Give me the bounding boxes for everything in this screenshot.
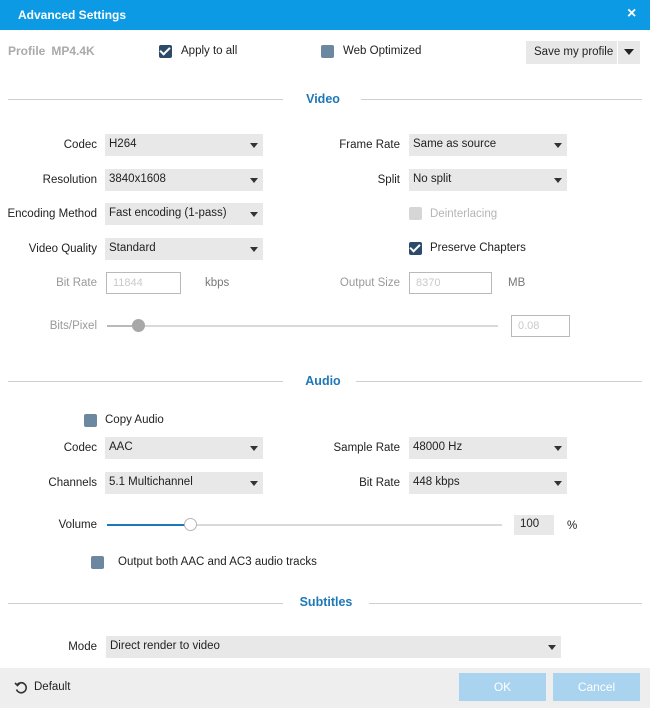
volume-slider-fill bbox=[107, 524, 191, 526]
chevron-down-icon bbox=[554, 481, 562, 486]
sample-rate-value: 48000 Hz bbox=[413, 441, 463, 453]
volume-label: Volume bbox=[58, 519, 97, 531]
encoding-method-select[interactable] bbox=[105, 203, 263, 225]
chevron-down-icon bbox=[554, 446, 562, 451]
audio-bit-rate-label: Bit Rate bbox=[359, 477, 400, 489]
output-size-label: Output Size bbox=[339, 277, 400, 289]
output-both-label: Output both AAC and AC3 audio tracks bbox=[118, 556, 317, 568]
window-title: Advanced Settings bbox=[18, 8, 127, 22]
encoding-method-label: Encoding Method bbox=[7, 208, 97, 220]
section-divider bbox=[8, 99, 283, 100]
video-codec-select[interactable] bbox=[105, 134, 263, 156]
bits-pixel-slider-handle[interactable] bbox=[132, 319, 145, 332]
deinterlacing-checkbox bbox=[409, 207, 422, 220]
web-optimized-checkbox[interactable] bbox=[321, 45, 334, 58]
bits-pixel-slider-track[interactable] bbox=[107, 325, 498, 327]
close-icon[interactable]: × bbox=[627, 5, 637, 22]
audio-section-title: Audio bbox=[305, 374, 341, 388]
bit-rate-unit: kbps bbox=[205, 277, 230, 289]
chevron-down-icon bbox=[548, 645, 556, 650]
chevron-down-icon bbox=[250, 247, 258, 252]
video-codec-value: H264 bbox=[109, 138, 137, 150]
bit-rate-input bbox=[106, 272, 181, 294]
chevron-down-icon bbox=[250, 143, 258, 148]
output-both-checkbox[interactable] bbox=[91, 556, 104, 569]
copy-audio-label: Copy Audio bbox=[105, 414, 164, 426]
audio-codec-select[interactable] bbox=[105, 437, 263, 459]
ok-button[interactable]: OK bbox=[459, 673, 546, 701]
output-size-value: 8370 bbox=[416, 277, 441, 289]
default-label: Default bbox=[34, 681, 71, 693]
volume-value: 100 bbox=[520, 518, 540, 530]
button-divider bbox=[617, 41, 618, 64]
chevron-down-icon bbox=[554, 143, 562, 148]
cancel-button[interactable]: Cancel bbox=[553, 673, 640, 701]
default-button[interactable] bbox=[14, 679, 94, 699]
frame-rate-select[interactable] bbox=[409, 134, 567, 156]
resolution-value: 3840x1608 bbox=[109, 173, 166, 185]
output-size-unit: MB bbox=[508, 277, 526, 289]
video-quality-label: Video Quality bbox=[28, 243, 97, 255]
profile-label bbox=[8, 44, 95, 58]
title-bar bbox=[0, 0, 650, 30]
section-divider bbox=[8, 381, 283, 382]
sample-rate-select[interactable] bbox=[409, 437, 567, 459]
subtitles-section-title: Subtitles bbox=[299, 595, 353, 609]
frame-rate-label: Frame Rate bbox=[339, 139, 400, 151]
reset-icon bbox=[14, 681, 28, 695]
bits-pixel-input bbox=[511, 315, 570, 337]
bits-pixel-value: 0.08 bbox=[518, 320, 540, 332]
encoding-method-value: Fast encoding (1-pass) bbox=[109, 207, 227, 219]
chevron-down-icon bbox=[554, 178, 562, 183]
copy-audio-checkbox[interactable] bbox=[84, 414, 97, 427]
volume-input[interactable] bbox=[514, 515, 554, 535]
chevron-down-icon bbox=[250, 212, 258, 217]
chevron-down-icon bbox=[250, 446, 258, 451]
audio-codec-value: AAC bbox=[109, 441, 133, 453]
subtitle-mode-value: Direct render to video bbox=[110, 640, 220, 652]
preserve-chapters-label: Preserve Chapters bbox=[430, 242, 526, 254]
codec-label: Codec bbox=[63, 139, 97, 151]
section-divider bbox=[356, 381, 642, 382]
resolution-label: Resolution bbox=[42, 174, 97, 186]
split-label: Split bbox=[377, 174, 400, 186]
chevron-down-icon bbox=[250, 178, 258, 183]
channels-value: 5.1 Multichannel bbox=[109, 476, 193, 488]
footer-bar bbox=[0, 668, 650, 708]
profile-name: MP4.4K bbox=[51, 44, 95, 58]
save-profile-label: Save my profile bbox=[534, 46, 614, 58]
sample-rate-label: Sample Rate bbox=[333, 442, 400, 454]
preserve-chapters-checkbox[interactable] bbox=[409, 242, 422, 255]
section-divider bbox=[8, 603, 283, 604]
audio-bit-rate-select[interactable] bbox=[409, 472, 567, 494]
section-divider bbox=[361, 99, 642, 100]
split-value: No split bbox=[413, 173, 452, 185]
channels-select[interactable] bbox=[105, 472, 263, 494]
volume-slider-handle[interactable] bbox=[184, 518, 197, 531]
channels-label: Channels bbox=[48, 477, 97, 489]
frame-rate-value: Same as source bbox=[413, 138, 497, 150]
audio-codec-label: Codec bbox=[63, 442, 97, 454]
profile-label-text: Profile bbox=[8, 44, 46, 58]
save-profile-button[interactable] bbox=[526, 41, 640, 64]
video-quality-value: Standard bbox=[109, 242, 156, 254]
chevron-down-icon bbox=[250, 481, 258, 486]
web-optimized-label: Web Optimized bbox=[343, 45, 422, 57]
resolution-select[interactable] bbox=[105, 169, 263, 191]
split-select[interactable] bbox=[409, 169, 567, 191]
bits-pixel-label: Bits/Pixel bbox=[49, 320, 97, 332]
audio-bit-rate-value: 448 kbps bbox=[413, 476, 460, 488]
deinterlacing-label: Deinterlacing bbox=[430, 208, 498, 220]
section-divider bbox=[369, 603, 642, 604]
video-quality-select[interactable] bbox=[105, 238, 263, 260]
mode-label: Mode bbox=[68, 641, 97, 653]
output-size-input bbox=[409, 272, 492, 294]
apply-to-all-checkbox[interactable] bbox=[159, 45, 172, 58]
volume-unit: % bbox=[567, 520, 578, 532]
bit-rate-label: Bit Rate bbox=[56, 277, 97, 289]
subtitle-mode-select[interactable] bbox=[106, 636, 561, 658]
video-section-title: Video bbox=[306, 92, 340, 106]
chevron-down-icon[interactable] bbox=[624, 49, 634, 55]
bit-rate-value: 11844 bbox=[113, 277, 143, 289]
apply-to-all-label: Apply to all bbox=[181, 45, 238, 57]
